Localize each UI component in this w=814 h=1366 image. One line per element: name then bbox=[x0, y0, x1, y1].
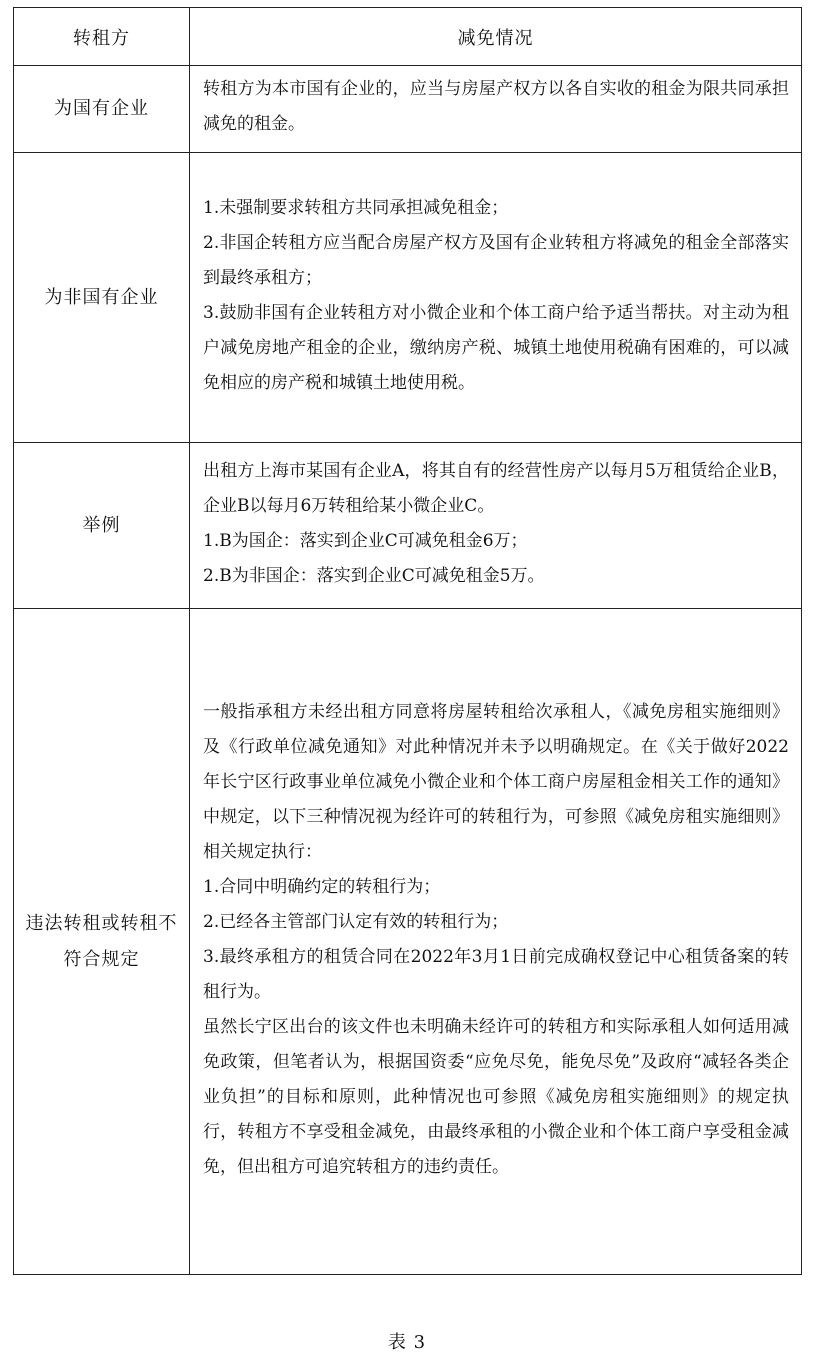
row-content bbox=[190, 609, 802, 1275]
paragraph: 2.B为非国企：落实到企业C可减免租金5万。 bbox=[203, 565, 545, 586]
paragraph: 一般指承租方未经出租方同意将房屋转租给次承租人，《减免房租实施细则》及《行政单位减免通知》对此种情况并未予以明确规定。在《关于做好2022年长宁区行政事业单位减免小微企业和个体工商户房屋租金相关工作的通知》中规定，以下三种情况视为经许可的转租行为，可参照《减免房租实施细则》相关规定执行： bbox=[203, 701, 789, 862]
paragraph: 2.已经各主管部门认定有效的转租行为； bbox=[203, 911, 509, 932]
table-header-row bbox=[14, 8, 802, 66]
table-row bbox=[14, 66, 802, 153]
paragraph: 转租方为本市国有企业的，应当与房屋产权方以各自实收的租金为限共同承担减免的租金。 bbox=[203, 79, 789, 134]
rent-reduction-table bbox=[13, 7, 802, 1275]
paragraph: 1.未强制要求转租方共同承担减免租金； bbox=[203, 197, 509, 218]
table-row bbox=[14, 153, 802, 443]
paragraph: 虽然长宁区出台的该文件也未明确未经许可的转租方和实际承租人如何适用减免政策，但笔者认为，根据国资委“应免尽免，能免尽免”及政府“减轻各类企业负担”的目标和原则，此种情况也可参照《减免房租实施细则》的规定执行，转租方不享受租金减免，由最终承租的小微企业和个体工商户享受租金减免，但出租方可追究转租方的违约责任。 bbox=[203, 1016, 789, 1177]
paragraph: 3.鼓励非国有企业转租方对小微企业和个体工商户给予适当帮扶。对主动为租户减免房地产租金的企业，缴纳房产税、城镇土地使用税确有困难的，可以减免相应的房产税和城镇土地使用税。 bbox=[203, 302, 789, 393]
paragraph: 3.最终承租方的租赁合同在2022年3月1日前完成确权登记中心租赁备案的转租行为。 bbox=[203, 946, 789, 1002]
table-row bbox=[14, 609, 802, 1275]
paragraph: 出租方上海市某国有企业A，将其自有的经营性房产以每月5万租赁给企业B，企业B以每月6万转租给某小微企业C。 bbox=[203, 460, 789, 516]
row-label: 为非国有企业 bbox=[14, 153, 190, 443]
table-caption: 表 3 bbox=[387, 1332, 427, 1353]
row-content bbox=[190, 443, 802, 609]
row-label: 举例 bbox=[14, 443, 190, 609]
table-row bbox=[14, 443, 802, 609]
row-content bbox=[190, 66, 802, 153]
row-label: 为国有企业 bbox=[14, 66, 190, 153]
header-sublessor: 转租方 bbox=[14, 8, 190, 66]
paragraph: 2.非国企转租方应当配合房屋产权方及国有企业转租方将减免的租金全部落实到最终承租方； bbox=[203, 232, 789, 288]
header-reduction: 减免情况 bbox=[190, 8, 802, 66]
paragraph: 1.B为国企：落实到企业C可减免租金6万； bbox=[203, 530, 528, 551]
row-content bbox=[190, 153, 802, 443]
paragraph: 1.合同中明确约定的转租行为； bbox=[203, 876, 441, 897]
row-label: 违法转租或转租不符合规定 bbox=[14, 609, 190, 1275]
